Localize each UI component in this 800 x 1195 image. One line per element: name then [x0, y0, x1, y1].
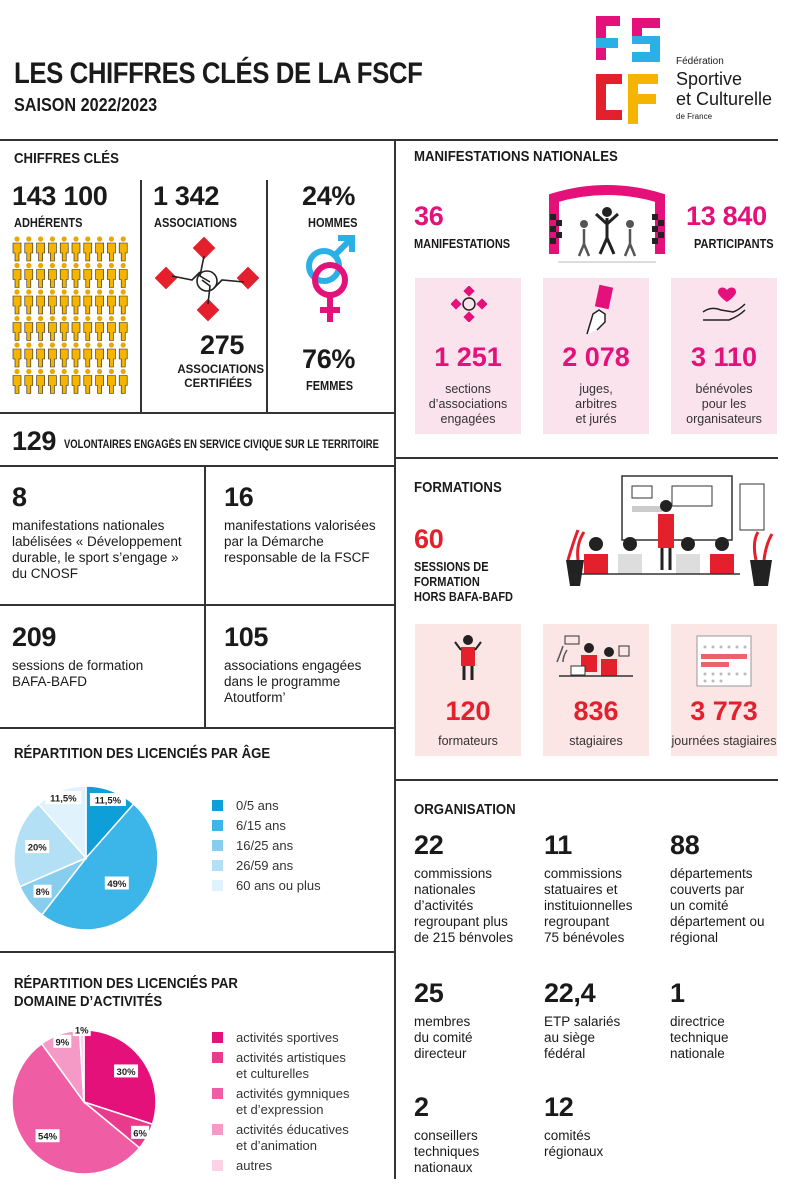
section-title-domaine-1: RÉPARTITION DES LICENCIÉS PAR [14, 975, 238, 992]
person-icon [119, 289, 127, 314]
person-icon [25, 316, 33, 341]
divider [0, 604, 394, 606]
divider [204, 465, 206, 727]
person-icon [72, 316, 80, 341]
person-icon [60, 236, 68, 261]
person-icon [13, 316, 21, 341]
formation-card-value: 3 773 [690, 696, 758, 726]
slice-label: 1% [74, 1025, 89, 1037]
legend-label: activités gymniques et d’expression [236, 1086, 350, 1117]
manif-card-text: bénévoles pour les organisateurs [686, 382, 762, 426]
person-icon [96, 263, 104, 288]
org-text: comités régionaux [544, 1128, 604, 1159]
slice-label: 11,5% [94, 795, 122, 807]
domaine-pie-chart [6, 1024, 162, 1180]
hands-icon [152, 236, 262, 326]
logo-small-text: Fédération [676, 56, 724, 67]
stat-value: 8 [12, 482, 27, 512]
org-text: directrice technique nationale [670, 1014, 729, 1061]
org-text: départements couverts par un comité département ou régional [670, 866, 765, 945]
formation-card [415, 624, 521, 756]
person-icon [13, 236, 21, 261]
person-icon [60, 342, 68, 367]
person-icon [37, 342, 45, 367]
person-icon [107, 342, 115, 367]
org-value: 2 [414, 1092, 429, 1122]
org-value: 1 [670, 978, 685, 1008]
divider [140, 180, 142, 412]
person-icon [96, 369, 104, 394]
slice-label: 20% [27, 842, 47, 854]
person-icon [48, 369, 56, 394]
trainer-icon [453, 634, 483, 682]
age-legend [212, 798, 382, 908]
legend-label: activités sportives [236, 1030, 339, 1045]
certified-label-1: ASSOCIATIONS [177, 364, 264, 376]
divider [394, 139, 396, 1179]
person-icon [119, 369, 127, 394]
stat-value: 16 [224, 482, 254, 512]
section-title-organisation: ORGANISATION [414, 801, 516, 818]
person-icon [13, 289, 21, 314]
adherents-label: ADHÉRENTS [14, 216, 83, 230]
section-title-formations: FORMATIONS [414, 479, 502, 496]
stat-text: manifestations nationales labélisées « Développement durable, le sport s’engage » du CNOSF [12, 518, 182, 581]
legend-label: 6/15 ans [236, 818, 286, 833]
participants-value: 13 840 [686, 201, 767, 231]
legend-label: activités éducatives et d’animation [236, 1122, 349, 1153]
person-icon [60, 289, 68, 314]
calendar-icon [695, 634, 753, 688]
person-icon [96, 236, 104, 261]
legend-label: 0/5 ans [236, 798, 279, 813]
person-icon [84, 369, 92, 394]
person-icon [72, 369, 80, 394]
people-grid-icon [12, 236, 130, 394]
person-icon [25, 369, 33, 394]
person-icon [119, 236, 127, 261]
legend-swatch [212, 1032, 223, 1043]
person-icon [119, 316, 127, 341]
person-icon [37, 316, 45, 341]
meeting-icon [553, 632, 639, 688]
person-icon [25, 289, 33, 314]
divider [0, 412, 394, 414]
person-icon [107, 236, 115, 261]
person-icon [96, 289, 104, 314]
org-value: 22,4 [544, 978, 596, 1008]
person-icon [84, 263, 92, 288]
logo-line-2: et Culturelle [676, 89, 773, 109]
red-card-hand-icon [583, 284, 619, 336]
slice-label: 30% [116, 1066, 136, 1078]
hands-circle-icon [451, 286, 487, 322]
stat-text: associations engagées dans le programme Atoutform’ [224, 658, 362, 705]
person-icon [84, 316, 92, 341]
legend-label: 16/25 ans [236, 838, 294, 853]
person-icon [37, 289, 45, 314]
adherents-value: 143 100 [12, 181, 108, 211]
page-title: LES CHIFFRES CLÉS DE LA FSCF [14, 57, 423, 90]
women-value: 76% [302, 344, 356, 374]
person-icon [60, 369, 68, 394]
slice-label: 49% [107, 878, 127, 890]
sessions-label-3: HORS BAFA-BAFD [414, 590, 513, 604]
sessions-label-1: SESSIONS DE [414, 560, 489, 574]
legend-swatch [212, 800, 223, 811]
manif-card [415, 278, 521, 434]
men-label: HOMMES [308, 216, 358, 230]
person-icon [60, 316, 68, 341]
person-icon [119, 263, 127, 288]
associations-value: 1 342 [153, 181, 220, 211]
legend-swatch [212, 1088, 223, 1099]
section-title-domaine-2: DOMAINE D’ACTIVITÉS [14, 993, 163, 1010]
manif-card-value: 3 110 [690, 342, 758, 372]
men-value: 24% [302, 181, 356, 211]
legend-swatch [212, 860, 223, 871]
formation-card-value: 120 [445, 696, 491, 726]
section-title-manifestations: MANIFESTATIONS NATIONALES [414, 148, 618, 165]
logo-small-text-2: de France [676, 112, 713, 121]
person-icon [37, 369, 45, 394]
person-icon [84, 342, 92, 367]
person-icon [37, 236, 45, 261]
person-icon [72, 263, 80, 288]
person-icon [96, 342, 104, 367]
person-icon [48, 289, 56, 314]
person-icon [48, 342, 56, 367]
legend-swatch [212, 1160, 223, 1171]
fscf-logo [592, 14, 798, 130]
legend-label: 26/59 ans [236, 858, 294, 873]
legend-swatch [212, 1052, 223, 1063]
page-subtitle: SAISON 2022/2023 [14, 95, 158, 115]
associations-label: ASSOCIATIONS [154, 216, 237, 230]
org-value: 12 [544, 1092, 574, 1122]
formation-card-label: journées stagiaires [671, 734, 777, 748]
slice-label: 6% [133, 1128, 147, 1140]
org-text: ETP salariés au siège fédéral [544, 1014, 621, 1061]
org-value: 11 [544, 830, 572, 860]
person-icon [72, 289, 80, 314]
age-pie-chart [8, 780, 164, 936]
manif-card-text: sections d’associations engagées [428, 382, 508, 426]
formation-card-label: formateurs [438, 734, 498, 748]
manifestations-value: 36 [414, 201, 444, 231]
divider [394, 457, 778, 459]
finish-line-icon [548, 184, 666, 266]
section-title-chiffres: CHIFFRES CLÉS [14, 150, 119, 167]
person-icon [25, 236, 33, 261]
participants-label: PARTICIPANTS [694, 237, 774, 251]
slice-label: 8% [35, 887, 50, 899]
person-icon [72, 236, 80, 261]
person-icon [13, 263, 21, 288]
legend-swatch [212, 1124, 223, 1135]
person-icon [84, 289, 92, 314]
person-icon [107, 263, 115, 288]
divider [0, 465, 394, 467]
legend-label: autres [236, 1158, 273, 1173]
gender-symbol-icon [300, 232, 364, 328]
person-icon [72, 342, 80, 367]
person-icon [107, 369, 115, 394]
org-value: 22 [414, 830, 444, 860]
person-icon [48, 316, 56, 341]
org-text: commissions statuaires et instituionnelles regroupant 75 bénévoles [544, 866, 633, 945]
org-value: 88 [670, 830, 700, 860]
manif-card-value: 1 251 [434, 342, 502, 372]
person-icon [48, 236, 56, 261]
women-label: FEMMES [306, 379, 354, 393]
person-icon [107, 316, 115, 341]
person-icon [84, 236, 92, 261]
person-icon [60, 263, 68, 288]
org-value: 25 [414, 978, 444, 1008]
org-text: commissions nationales d’activités regroupant plus de 215 bénvoles [414, 866, 514, 945]
heart-hand-icon [699, 286, 749, 326]
formation-card-value: 836 [573, 696, 619, 726]
manif-card [671, 278, 777, 434]
volontaires-value: 129 [12, 426, 57, 456]
sessions-value: 60 [414, 524, 444, 554]
person-icon [48, 263, 56, 288]
person-icon [25, 342, 33, 367]
divider [0, 727, 394, 729]
slice-label: 54% [38, 1131, 58, 1143]
manif-card-value: 2 078 [562, 342, 630, 372]
stat-value: 105 [224, 622, 269, 652]
slice-label: 11,5% [50, 793, 77, 805]
legend-swatch [212, 880, 223, 891]
divider [394, 779, 778, 781]
legend-swatch [212, 840, 223, 851]
slice-label: 9% [55, 1037, 70, 1049]
divider [266, 180, 268, 412]
stat-value: 209 [12, 622, 57, 652]
legend-swatch [212, 820, 223, 831]
logo-line-1: Sportive [676, 69, 743, 89]
legend-label: activités artistiques et culturelles [236, 1050, 346, 1081]
formation-card [671, 624, 777, 756]
person-icon [13, 369, 21, 394]
certified-value: 275 [200, 330, 245, 360]
certified-label-2: CERTIFIÉES [184, 378, 252, 390]
formation-card [543, 624, 649, 756]
section-title-age: RÉPARTITION DES LICENCIÉS PAR ÂGE [14, 745, 271, 762]
legend-label: 60 ans ou plus [236, 878, 321, 893]
manifestations-label: MANIFESTATIONS [414, 237, 511, 251]
divider [0, 951, 394, 953]
stat-text: sessions de formation BAFA-BAFD [12, 658, 144, 689]
divider [0, 139, 778, 141]
person-icon [13, 342, 21, 367]
volontaires-label: VOLONTAIRES ENGAGÉS EN SERVICE CIVIQUE SUR LE TERRITOIRE [64, 439, 379, 451]
org-text: membres du comité directeur [414, 1014, 473, 1061]
formation-card-label: stagiaires [569, 734, 623, 748]
sessions-label-2: FORMATION [414, 575, 480, 589]
manif-card [543, 278, 649, 434]
person-icon [119, 342, 127, 367]
person-icon [25, 263, 33, 288]
person-icon [37, 263, 45, 288]
classroom-icon [562, 470, 776, 602]
manif-card-text: juges, arbitres et jurés [575, 382, 617, 426]
fscf-logo-icon [592, 14, 672, 130]
org-text: conseillers techniques nationaux [414, 1128, 480, 1175]
person-icon [96, 316, 104, 341]
domaine-legend [212, 1030, 382, 1180]
stat-text: manifestations valorisées par la Démarche responsable de la FSCF [224, 518, 376, 565]
person-icon [107, 289, 115, 314]
